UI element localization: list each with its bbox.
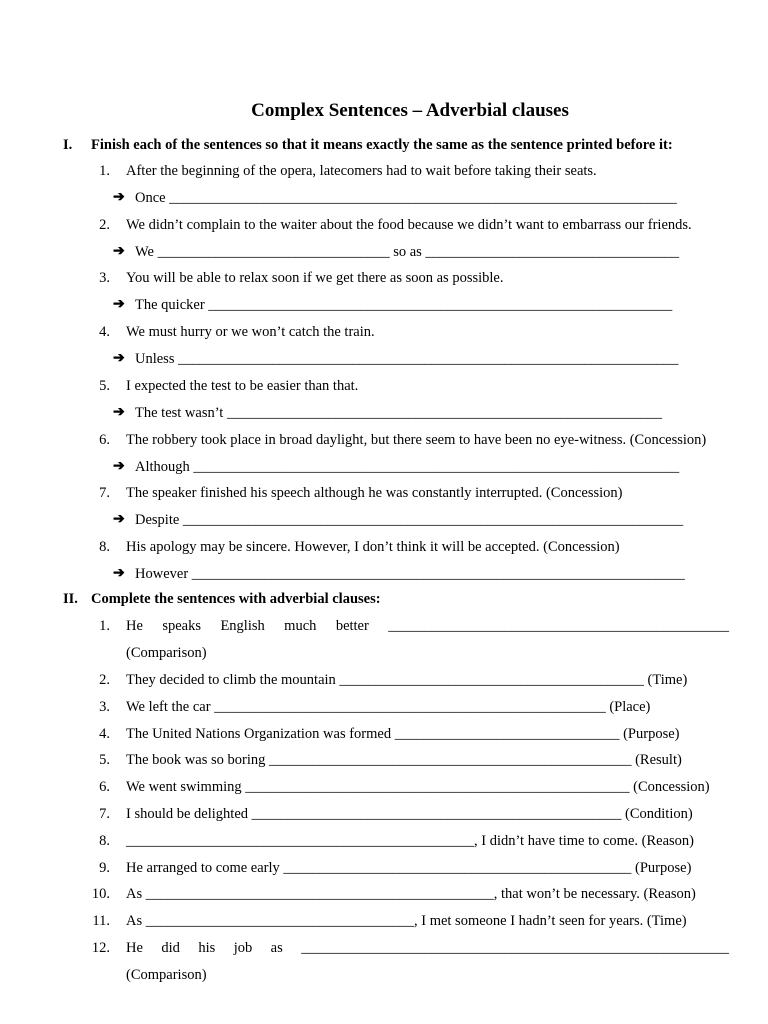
answer-blank[interactable]: ___________________________________________________________ xyxy=(301,940,729,956)
sec2-item-text[interactable]: He arranged to come early ________________________________________________ (Purpose) xyxy=(126,859,692,876)
page-title: Complex Sentences – Adverbial clauses xyxy=(251,100,569,121)
arrow-right-icon: ➔ xyxy=(113,458,125,474)
sec2-item-12-justified xyxy=(126,939,729,957)
sec1-item-answer-line[interactable]: We ________________________________ so as ___________________________________ xyxy=(135,243,680,260)
sec1-item-number: 4. xyxy=(99,324,110,341)
sec2-item-text[interactable]: They decided to climb the mountain __________________________________________ (Time) xyxy=(126,672,688,688)
arrow-right-icon: ➔ xyxy=(113,190,125,205)
sec1-item-number: 8. xyxy=(99,538,110,555)
section-2-heading xyxy=(63,591,381,608)
sec1-item-sentence: His apology may be sincere. However, I don’t think it will be accepted. (Concession) xyxy=(126,538,620,555)
arrow-right-icon: ➔ xyxy=(113,297,125,313)
arrow-right-icon: ➔ xyxy=(113,351,125,367)
sec1-item-number: 5. xyxy=(99,377,110,394)
word: English xyxy=(220,618,265,634)
sec2-item-text[interactable]: ________________________________________________, I didn’t have time to come. (Reason) xyxy=(126,832,694,849)
arrow-right-icon: ➔ xyxy=(113,404,125,420)
sec2-item-text[interactable]: As _____________________________________, I met someone I hadn’t seen for years. (Time) xyxy=(126,913,687,930)
sec1-item-answer-line[interactable]: The quicker ________________________________________________________________ xyxy=(135,297,673,314)
sec1-item-sentence: I expected the test to be easier than that. xyxy=(126,377,359,394)
sec1-item-sentence: After the beginning of the opera, latecomers had to wait before taking their seats. xyxy=(126,163,597,179)
word: did xyxy=(161,940,180,956)
section-1-number: I. xyxy=(63,137,73,153)
section-1-heading xyxy=(63,137,673,154)
sec1-item-answer-line[interactable]: However ____________________________________________________________________ xyxy=(135,565,685,582)
sec2-item-number: 2. xyxy=(99,672,110,688)
sec2-item-number: 9. xyxy=(99,859,110,876)
sec1-item-answer-line[interactable]: Unless _____________________________________________________________________ xyxy=(135,351,679,368)
sec2-item-1-justified xyxy=(126,617,729,635)
sec2-item-1-continuation: (Comparison) xyxy=(126,645,207,661)
sec1-item-answer-line[interactable]: Although ___________________________________________________________________ xyxy=(135,458,680,475)
section-2-instruction: Complete the sentences with adverbial clauses: xyxy=(91,591,381,607)
arrow-right-icon: ➔ xyxy=(113,512,125,528)
sec1-item-sentence: We must hurry or we won’t catch the train. xyxy=(126,324,375,341)
sec2-item-text[interactable]: We went swimming _____________________________________________________ (Concession) xyxy=(126,779,710,796)
arrow-right-icon: ➔ xyxy=(113,565,125,581)
sec1-item-sentence: We didn’t complain to the waiter about the food because we didn’t want to embarrass our friends. xyxy=(126,216,692,233)
word: job xyxy=(233,940,253,956)
sec1-item-number: 3. xyxy=(99,270,110,287)
sec2-item-number: 4. xyxy=(99,725,110,742)
sec1-item-number: 1. xyxy=(99,163,110,179)
answer-blank[interactable]: _______________________________________________ xyxy=(388,618,729,634)
word: as xyxy=(270,940,283,956)
sec2-item-text[interactable]: The United Nations Organization was formed _______________________________ (Purpose) xyxy=(126,725,680,742)
sec1-item-answer-line[interactable]: The test wasn’t ____________________________________________________________ xyxy=(135,404,662,421)
sec2-item-number: 1. xyxy=(99,618,110,634)
sec1-item-number: 6. xyxy=(99,431,110,448)
sec1-item-sentence: You will be able to relax soon if we get there as soon as possible. xyxy=(126,270,504,287)
sec2-item-text[interactable]: I should be delighted ___________________________________________________ (Condition) xyxy=(126,806,693,822)
sec1-item-number: 2. xyxy=(99,216,110,233)
word: his xyxy=(198,940,216,956)
sec1-item-answer-line[interactable]: Once ______________________________________________________________________ xyxy=(135,190,677,206)
word: He xyxy=(126,940,143,956)
sec2-item-number: 5. xyxy=(99,752,110,769)
sec2-item-number: 7. xyxy=(99,806,110,822)
word: much xyxy=(284,618,317,634)
sec2-item-text[interactable]: The book was so boring __________________________________________________ (Result) xyxy=(126,752,682,769)
arrow-right-icon: ➔ xyxy=(113,243,125,259)
sec2-item-number: 12. xyxy=(91,940,110,956)
sec1-item-number: 7. xyxy=(99,485,110,502)
sec2-item-text[interactable]: We left the car ______________________________________________________ (Place) xyxy=(126,698,651,715)
word: He xyxy=(126,618,143,634)
sec1-item-sentence: The robbery took place in broad daylight, but there seem to have been no eye-witness. (Concession) xyxy=(126,431,707,448)
word: speaks xyxy=(162,618,202,634)
sec1-item-answer-line[interactable]: Despite _____________________________________________________________________ xyxy=(135,512,684,529)
sec2-item-number: 10. xyxy=(91,886,110,903)
section-1-instruction: Finish each of the sentences so that it means exactly the same as the sentence printed before it: xyxy=(91,137,673,153)
sec2-item-number: 11. xyxy=(92,913,110,930)
word: better xyxy=(335,618,369,634)
sec1-item-sentence: The speaker finished his speech although he was constantly interrupted. (Concession) xyxy=(126,485,623,502)
section-2-number: II. xyxy=(63,591,78,607)
sec2-item-number: 3. xyxy=(99,698,110,715)
sec2-item-12-continuation: (Comparison) xyxy=(126,967,207,983)
sec2-item-text[interactable]: As ________________________________________________, that won’t be necessary. (Reason) xyxy=(126,886,696,903)
sec2-item-number: 8. xyxy=(99,832,110,849)
sec2-item-number: 6. xyxy=(99,779,110,796)
